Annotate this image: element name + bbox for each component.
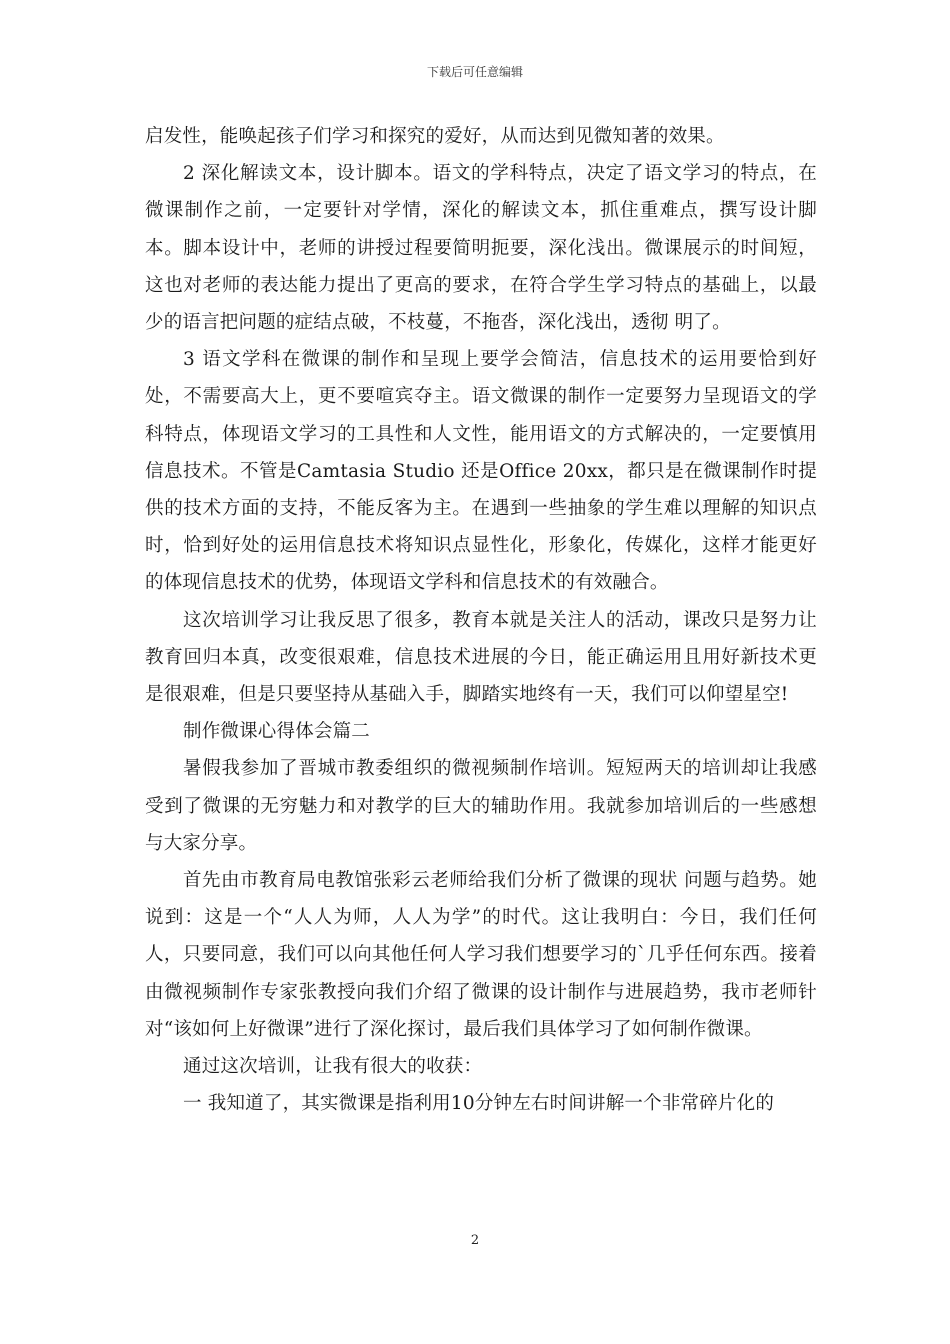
paragraph-7: 通过这次培训，让我有很大的收获： xyxy=(183,1056,483,1078)
paragraph-1: 启发性，能唤起孩子们学习和探究的爱好，从而达到见微知著的效果。 xyxy=(145,126,725,147)
page-number: 2 xyxy=(470,1233,480,1248)
paragraph-4: 这次培训学习让我反思了很多，教育本就是关注人的活动，课改只是努力让教育回归本真，改变很艰难，信息技术进展的今日，能正确运用且用好新技术更是很艰难，但是只要坚持从基础入手，脚踏实地终有一天，我们可以仰望星空! xyxy=(145,609,817,706)
paragraph-8: 一 我知道了，其实微课是指利用10分钟左右时间讲解一个非常碎片化的 xyxy=(183,1093,775,1115)
paragraph-2: 2 深化解读文本，设计脚本。语文的学科特点，决定了语文学习的特点，在微课制作之前，一定要针对学情，深化的解读文本，抓住重难点，撰写设计脚本。脚本设计中，老师的讲授过程要简明扼要，深化浅出。微课展示的时间短，这也对老师的表达能力提出了更高的要求，在符合学生学习特点的基础上，以最少的语言把问题的症结点破，不枝蔓，不拖沓，深化浅出，透彻 明了。 xyxy=(145,163,817,334)
paragraph-3: 3 语文学科在微课的制作和呈现上要学会简洁，信息技术的运用要恰到好处，不需要高大上，更不要喧宾夺主。语文微课的制作一定要努力呈现语文的学科特点，体现语文学习的工具性和人文性，能用语文的方式解决的，一定要慎用信息技术。不管是Camtasia Studio 还是Office 20xx，都只是在微课制作时提供的技术方面的支持，不能反客为主。在遇到一些抽象的学生难以理解的知识点时，恰到好处的运用信息技术将知识点显性化，形象化，传媒化，这样才能更好的体现信息技术的优势，体现语文学科和信息技术的有效融合。 xyxy=(145,349,817,594)
paragraph-5: 暑假我参加了晋城市教委组织的微视频制作培训。短短两天的培训却让我感受到了微课的无穷魅力和对教学的巨大的辅助作用。我就参加培训后的一些感想与大家分享。 xyxy=(145,758,817,854)
body-text xyxy=(145,118,817,1122)
page-header: 下载后可任意编辑 xyxy=(426,65,523,79)
section-heading: 制作微课心得体会篇二 xyxy=(183,721,371,743)
paragraph-6: 首先由市教育局电教馆张彩云老师给我们分析了微课的现状 问题与趋势。她说到：这是一个“人人为师，人人为学”的时代。这让我明白：今日，我们任何人，只要同意，我们可以向其他任何人学习我们想要学习的`几乎任何东西。接着由微视频制作专家张教授向我们介绍了微课的设计制作与进展趋势，我市老师针对“该如何上好微课”进行了深化探讨，最后我们具体学习了如何制作微课。 xyxy=(145,870,817,1040)
